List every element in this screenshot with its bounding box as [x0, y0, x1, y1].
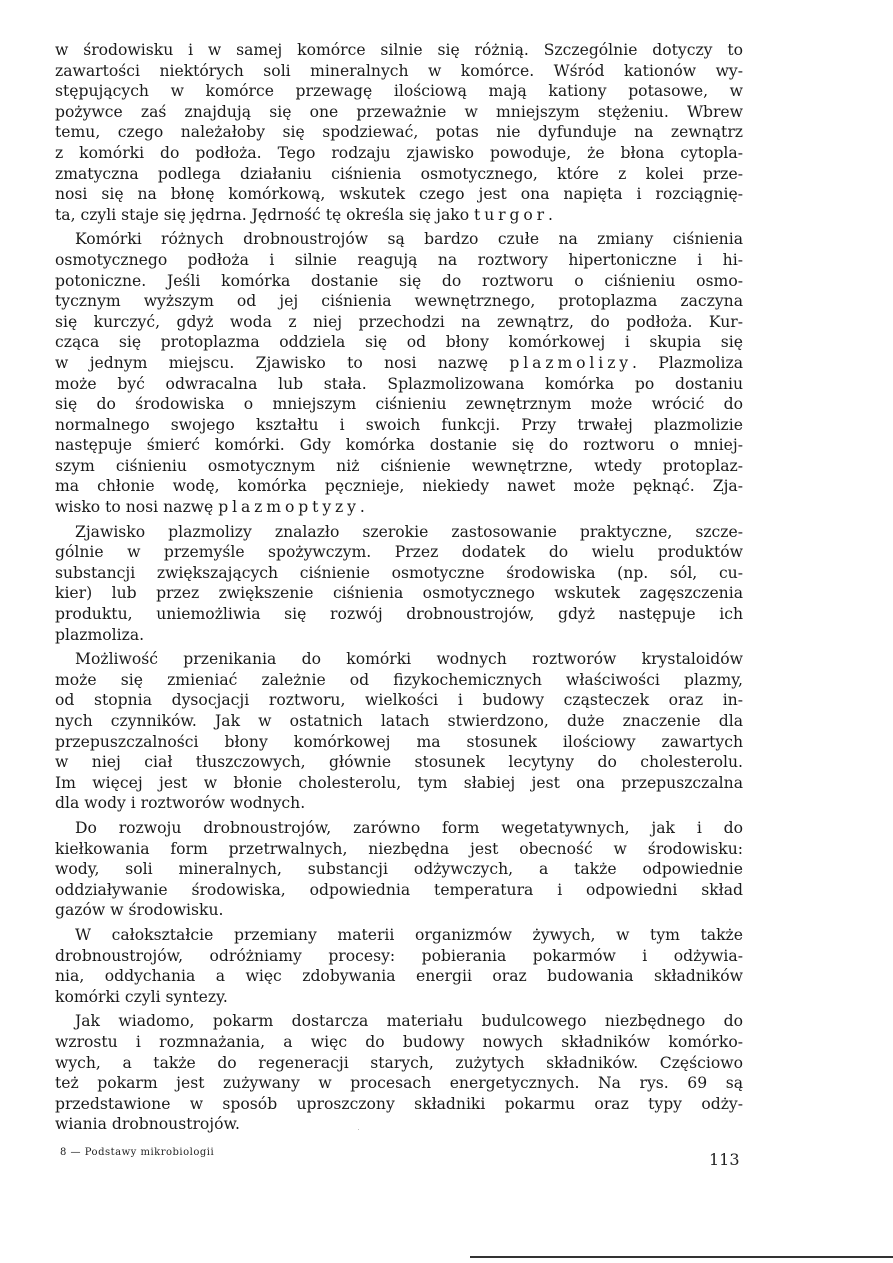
- text-segment: w jednym miejscu. Zjawisko to nosi nazwę: [55, 353, 510, 372]
- text-line: normalnego swojego kształtu i swoich funkcji. Przy trwałej plazmolizie: [55, 415, 743, 434]
- text-segment: .: [359, 498, 365, 517]
- text-line: stępujących w komórce przewagę ilościową mają kationy potasowe, w: [55, 82, 743, 101]
- text-line: gazów w środowisku.: [55, 901, 224, 920]
- text-line: tycznym wyższym od jej ciśnienia wewnętrznego, protoplazma zaczyna: [55, 292, 743, 311]
- text-line: substancji zwiększających ciśnienie osmotyczne środowiska (np. sól, cu-: [55, 563, 743, 582]
- text-line: osmotycznego podłoża i silnie reagują na roztwory hipertoniczne i hi-: [55, 250, 743, 269]
- text-line: [55, 353, 743, 374]
- paragraph-p1: [55, 40, 743, 225]
- paragraph-p4: [55, 649, 743, 814]
- text-line: wych, a także do regeneracji starych, zużytych składników. Częściowo: [55, 1053, 743, 1072]
- text-line: plazmoliza.: [55, 625, 145, 644]
- paragraph-p5: [55, 818, 743, 921]
- text-segment: . Plazmoliza: [632, 353, 743, 372]
- text-line: ma chłonie wodę, komórka pęcznieje, niekiedy nawet może pęknąć. Zja-: [55, 477, 743, 496]
- text-line: dla wody i roztworów wodnych.: [55, 794, 306, 813]
- text-line: Jak wiadomo, pokarm dostarcza materiału budulcowego niezbędnego do: [75, 1012, 743, 1031]
- text-line: wzrostu i rozmnażania, a więc do budowy nowych składników komórko-: [55, 1032, 743, 1051]
- paragraph-p6: [55, 925, 743, 1007]
- text-line: W całokształcie przemiany materii organizmów żywych, w tym także: [75, 925, 743, 944]
- spaced-term: plazmoptyzy: [218, 498, 360, 517]
- text-line: może się zmieniać zależnie od fizykochemicznych właściwości plazmy,: [55, 670, 743, 689]
- text-line: komórki czyli syntezy.: [55, 987, 228, 1006]
- paragraph-p7: [55, 1011, 743, 1135]
- page-number: 113: [709, 1150, 740, 1169]
- text-line: zawartości niektórych soli mineralnych w komórce. Wśród kationów wy-: [55, 61, 743, 80]
- text-line: Zjawisko plazmolizy znalazło szerokie zastosowanie praktyczne, szcze-: [75, 522, 743, 541]
- text-line: nych czynników. Jak w ostatnich latach stwierdzono, duże znaczenie dla: [55, 712, 743, 730]
- spaced-term: plazmolizy: [509, 353, 633, 372]
- text-line: nia, oddychania a więc zdobywania energii oraz budowania składników: [55, 967, 743, 986]
- text-line: cząca się protoplazma oddziela się od błony komórkowej i skupia się: [55, 333, 743, 352]
- text-segment: wisko to nosi nazwę: [55, 498, 219, 517]
- footnote-signature: 8 — Podstawy mikrobiologii: [60, 1147, 215, 1158]
- text-line: [55, 205, 743, 226]
- text-line: oddziaływanie środowiska, odpowiednia temperatura i odpowiedni skład: [55, 880, 743, 899]
- text-segment: .: [548, 205, 554, 224]
- text-line: produktu, uniemożliwia się rozwój drobnoustrojów, gdyż następuje ich: [55, 605, 743, 624]
- text-line: kier) lub przez zwiększenie ciśnienia osmotycznego wskutek zagęszczenia: [55, 584, 743, 603]
- text-line: gólnie w przemyśle spożywczym. Przez dodatek do wielu produktów: [55, 543, 743, 562]
- text-line: od stopnia dysocjacji roztworu, wielkości i budowy cząsteczek oraz in-: [55, 691, 743, 710]
- text-line: [55, 497, 743, 518]
- text-line: Do rozwoju drobnoustrojów, zarówno form wegetatywnych, jak i do: [75, 818, 743, 837]
- text-line: nosi się na błonę komórkową, wskutek czego jest ona napięta i rozciągnię-: [55, 185, 743, 204]
- text-line: się do środowiska o mniejszym ciśnieniu zewnętrznym może wrócić do: [55, 395, 743, 414]
- text-line: drobnoustrojów, odróżniamy procesy: pobierania pokarmów i odżywia-: [55, 946, 743, 965]
- scan-edge-line: [470, 1256, 893, 1258]
- text-line: w środowisku i w samej komórce silnie się różnią. Szczególnie dotyczy to: [55, 41, 743, 59]
- text-line: przepuszczalności błony komórkowej ma stosunek ilościowy zawartych: [55, 732, 743, 751]
- text-line: potoniczne. Jeśli komórka dostanie się do roztworu o ciśnieniu osmo-: [55, 271, 743, 290]
- text-line: kiełkowania form przetrwalnych, niezbędna jest obecność w środowisku:: [55, 839, 743, 858]
- paragraph-p2: [55, 229, 743, 517]
- paragraph-p3: [55, 522, 743, 646]
- speck: [358, 1129, 359, 1130]
- text-line: w niej ciał tłuszczowych, głównie stosunek lecytyny do cholesterolu.: [55, 753, 743, 772]
- text-line: też pokarm jest zużywany w procesach energetycznych. Na rys. 69 są: [55, 1074, 743, 1093]
- text-line: Możliwość przenikania do komórki wodnych roztworów krystaloidów: [75, 650, 743, 669]
- text-line: następuje śmierć komórki. Gdy komórka dostanie się do roztworu o mniej-: [55, 436, 743, 455]
- text-line: zmatyczna podlega działaniu ciśnienia osmotycznego, które z kolei prze-: [55, 164, 743, 183]
- text-line: może być odwracalna lub stała. Splazmolizowana komórka po dostaniu: [55, 374, 743, 393]
- text-line: Im więcej jest w błonie cholesterolu, tym słabiej jest ona przepuszczalna: [55, 773, 743, 792]
- text-line: Komórki różnych drobnoustrojów są bardzo czułe na zmiany ciśnienia: [75, 230, 743, 249]
- body-text: [55, 40, 743, 1135]
- text-line: przedstawione w sposób uproszczony składniki pokarmu oraz typy odży-: [55, 1094, 743, 1113]
- text-line: z komórki do podłoża. Tego rodzaju zjawisko powoduje, że błona cytopla-: [55, 143, 743, 162]
- text-line: się kurczyć, gdyż woda z niej przechodzi na zewnątrz, do podłoża. Kur-: [55, 312, 743, 331]
- spaced-term: turgor: [474, 205, 549, 224]
- text-line: temu, czego należałoby się spodziewać, potas nie dyfunduje na zewnątrz: [55, 123, 743, 142]
- text-line: wody, soli mineralnych, substancji odżywczych, a także odpowiednie: [55, 860, 743, 879]
- text-line: szym ciśnieniu osmotycznym niż ciśnienie wewnętrzne, wtedy protoplaz-: [55, 456, 743, 475]
- text-line: wiania drobnoustrojów.: [55, 1115, 240, 1134]
- text-line: pożywce zaś znajdują się one przeważnie w mniejszym stężeniu. Wbrew: [55, 102, 743, 121]
- text-segment: ta, czyli staje się jędrna. Jędrność tę określa się jako: [55, 205, 475, 224]
